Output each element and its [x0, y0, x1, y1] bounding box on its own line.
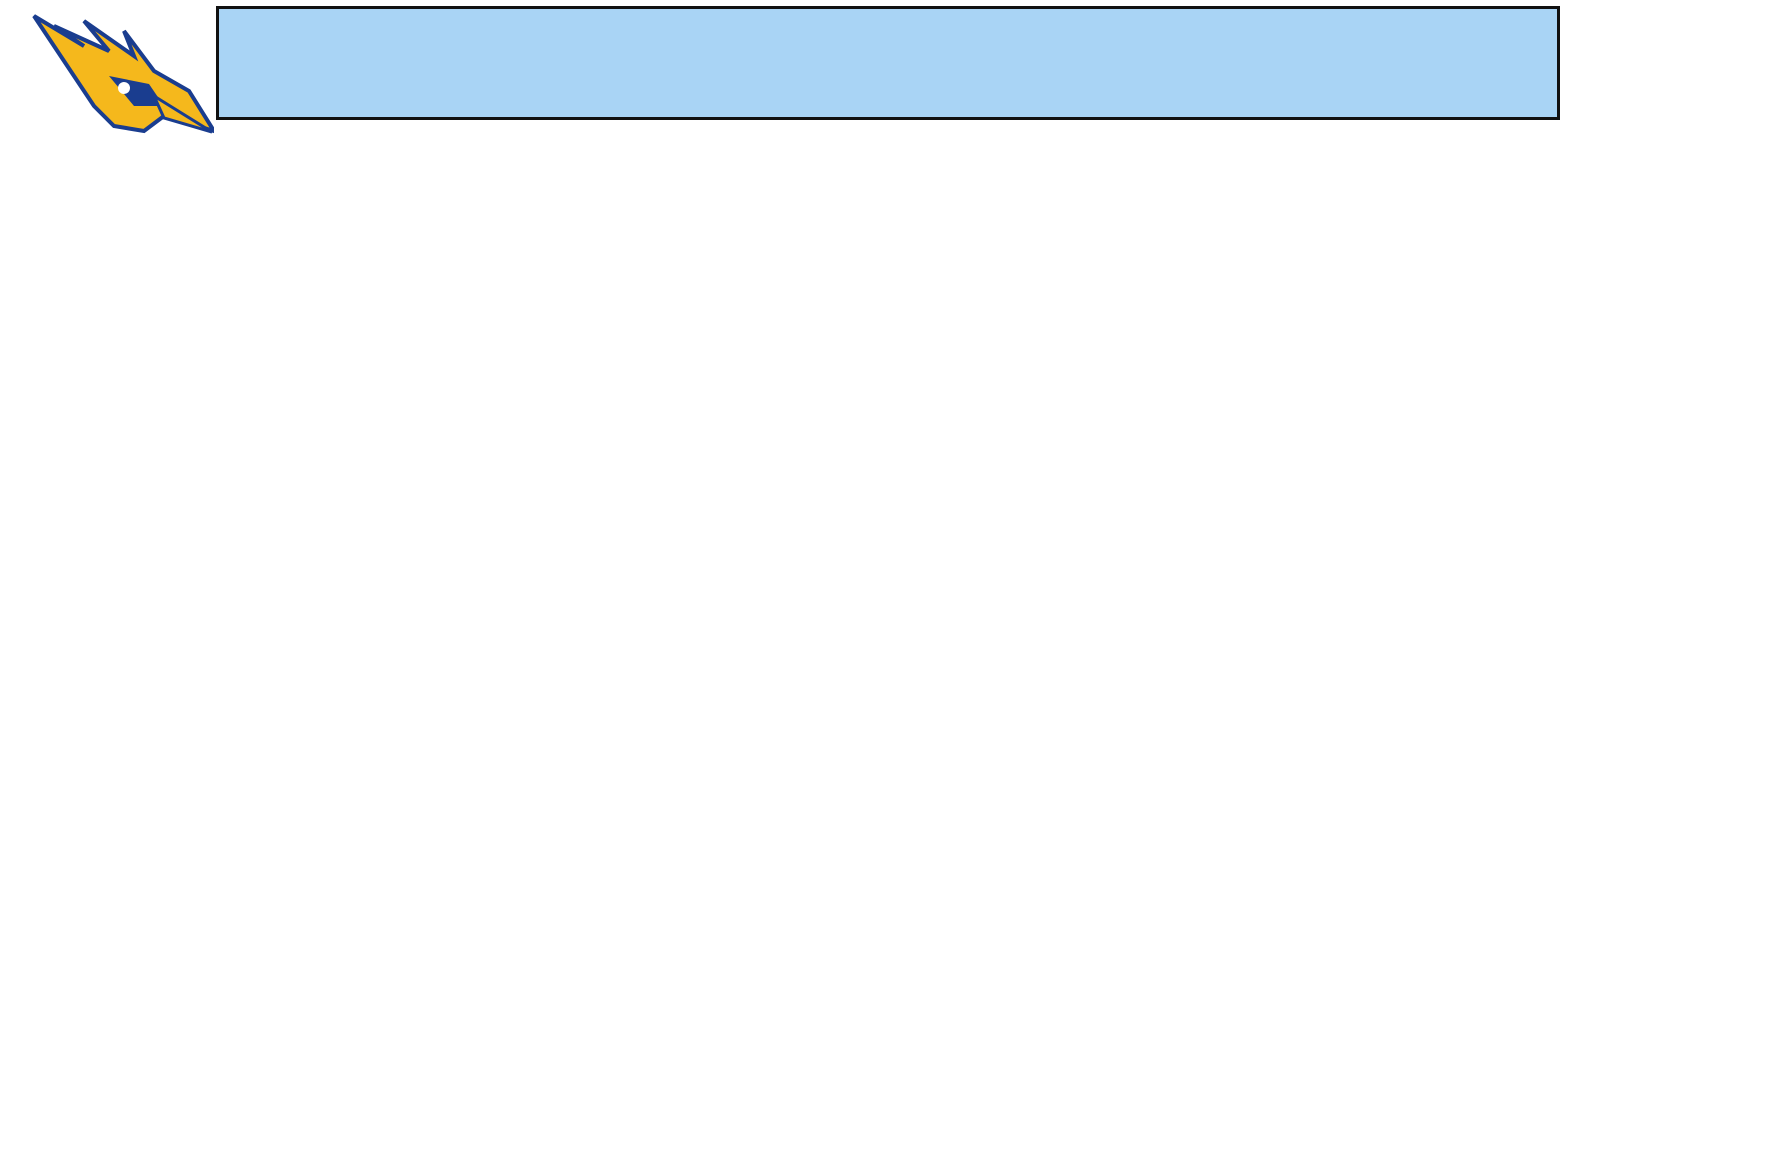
team-rank-summary: [1270, 38, 1530, 88]
enroll-label: [1200, 128, 1280, 160]
page-title: [216, 22, 1436, 72]
header-subtitle: [216, 86, 1436, 118]
team-logo: [14, 6, 214, 151]
last-win-line: [333, 128, 1113, 160]
enroll-value: [1320, 128, 1545, 160]
roadrunner-mascot-icon: [14, 6, 214, 151]
